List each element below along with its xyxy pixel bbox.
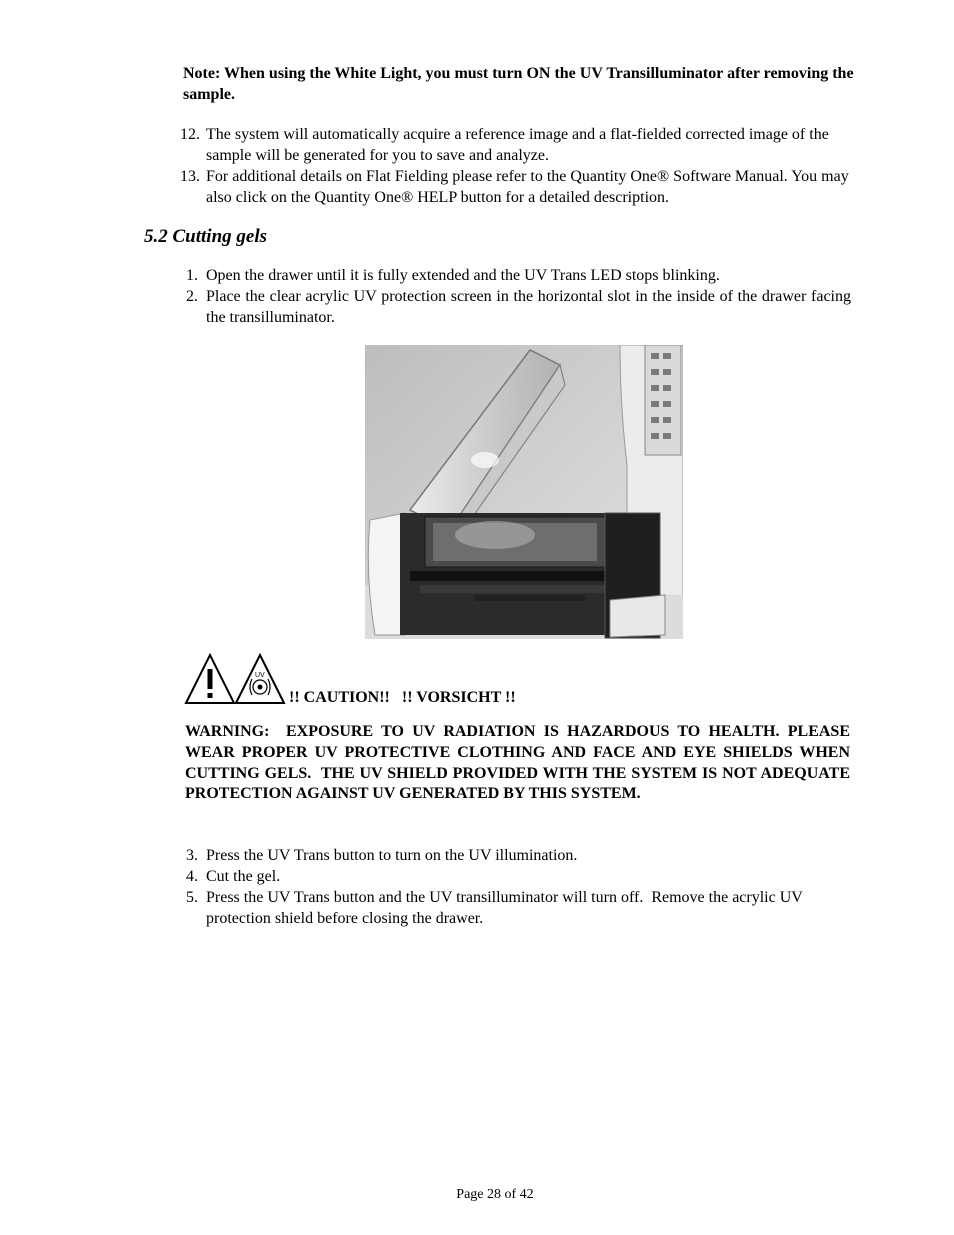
step-number: 2. <box>186 288 198 305</box>
step-number: 13. <box>180 168 200 185</box>
page-footer: Page 28 of 42 <box>456 1187 534 1202</box>
step-text: Cut the gel. <box>206 868 281 885</box>
list-item <box>186 866 851 887</box>
section-heading: 5.2 Cutting gels <box>144 226 267 247</box>
uv-warning-text: WARNING: EXPOSURE TO UV RADIATION IS HAZARDOUS TO HEALTH. PLEASE WEAR PROPER UV PROTECTIVE CLOTHING AND FACE AND EYE SHIELDS WHEN CUTTING GELS. THE UV SHIELD PROVIDED WITH THE SYSTEM IS NOT ADEQUATE PROTECTION AGAINST UV GENERATED BY THIS SYSTEM. <box>185 723 854 803</box>
step-text: Open the drawer until it is fully extended and the UV Trans LED stops blinking. <box>206 267 720 284</box>
uv-radiation-hazard-icon <box>236 655 284 703</box>
uv-label: UV <box>255 672 265 679</box>
white-light-note: Note: When using the White Light, you must turn ON the UV Transilluminator after removing the sample. <box>183 65 854 103</box>
step-text: Press the UV Trans button and the UV transilluminator will turn off. Remove the acrylic UV protection shield before closing the drawer. <box>206 889 807 927</box>
steps-top-list <box>180 124 852 208</box>
drawer-photo-illustration <box>365 345 683 639</box>
step-number: 5. <box>186 889 198 906</box>
step-text: The system will automatically acquire a reference image and a flat-fielded corrected image of the sample will be generated for you to save and analyze. <box>206 126 829 164</box>
caution-icons <box>184 653 286 705</box>
list-item <box>186 845 851 866</box>
step-number: 12. <box>180 126 200 143</box>
step-text: Press the UV Trans button to turn on the UV illumination. <box>206 847 578 864</box>
list-item <box>186 286 851 328</box>
step-number: 3. <box>186 847 198 864</box>
list-item <box>180 124 852 166</box>
step-number: 4. <box>186 868 198 885</box>
step-number: 1. <box>186 267 198 284</box>
caution-text: !! CAUTION!! !! VORSICHT !! <box>289 689 516 706</box>
cutting-steps-list <box>186 265 851 328</box>
list-item <box>186 887 851 929</box>
steps-after-list <box>186 845 851 929</box>
drawer-photo <box>365 345 683 639</box>
warning-exclamation-icon <box>184 653 286 705</box>
step-text: Place the clear acrylic UV protection screen in the horizontal slot in the inside of the drawer facing the transilluminator. <box>206 288 851 326</box>
list-item <box>186 265 851 286</box>
step-text: For additional details on Flat Fielding please refer to the Quantity One® Software Manual. You may also click on the Quantity One® HELP button for a detailed description. <box>206 168 849 206</box>
list-item <box>180 166 852 208</box>
